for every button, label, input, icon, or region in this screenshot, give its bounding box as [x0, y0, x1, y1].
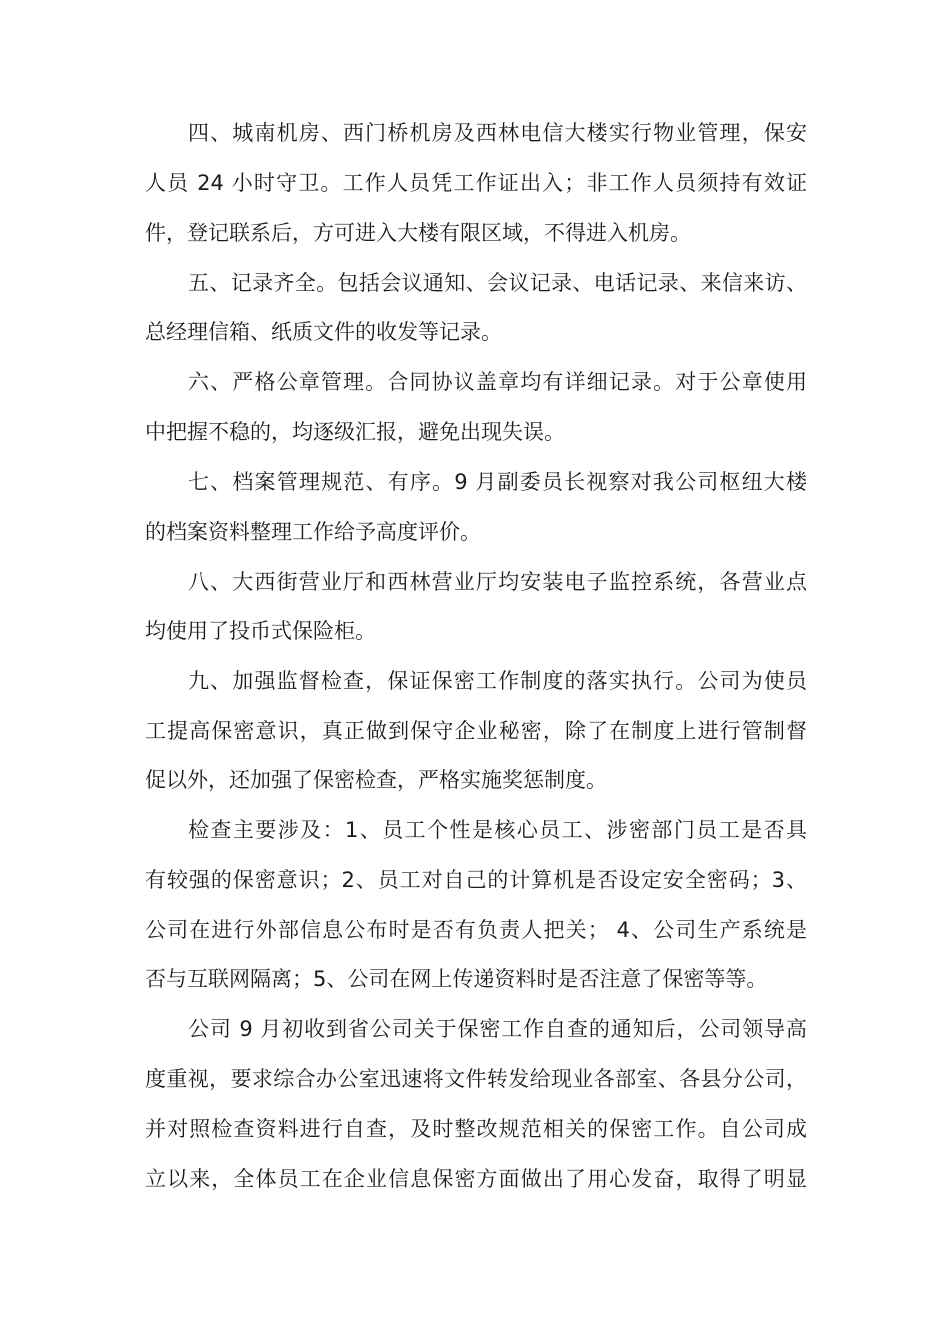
paragraph-4-line-3: 件，登记联系后，方可进入大楼有限区域，不得进入机房。 [145, 221, 691, 245]
paragraph-11-line-2: 度重视，要求综合办公室迅速将文件转发给现业各部室、各县分公司， [145, 1067, 807, 1091]
paragraph-10-line-4: 否与互联网隔离；5、公司在网上传递资料时是否注意了保密等等。 [145, 967, 768, 991]
paragraph-11-line-1: 公司 9 月初收到省公司关于保密工作自查的通知后，公司领导高 [188, 1017, 807, 1041]
paragraph-10-line-1: 检查主要涉及：1、员工个性是核心员工、涉密部门员工是否具 [188, 818, 807, 842]
paragraph-9-line-1: 九、加强监督检查，保证保密工作制度的落实执行。公司为使员 [188, 669, 807, 693]
paragraph-10-line-3: 公司在进行外部信息公布时是否有负责人把关； 4、公司生产系统是 [145, 918, 807, 942]
paragraph-5-line-2: 总经理信箱、纸质文件的收发等记录。 [145, 320, 502, 344]
paragraph-4-line-2: 人员 24 小时守卫。工作人员凭工作证出入；非工作人员须持有效证 [145, 171, 807, 195]
paragraph-11-line-3: 并对照检查资料进行自查，及时整改规范相关的保密工作。自公司成 [145, 1117, 807, 1141]
paragraph-9-line-3: 促以外，还加强了保密检查，严格实施奖惩制度。 [145, 768, 607, 792]
paragraph-11-line-4: 立以来，全体员工在企业信息保密方面做出了用心发奋，取得了明显 [145, 1167, 807, 1191]
paragraph-10-line-2: 有较强的保密意识；2、员工对自己的计算机是否设定安全密码；3、 [145, 868, 807, 892]
paragraph-7-line-2: 的档案资料整理工作给予高度评价。 [145, 520, 481, 544]
paragraph-6-line-2: 中把握不稳的，均逐级汇报，避免出现失误。 [145, 420, 565, 444]
paragraph-5-line-1: 五、记录齐全。包括会议通知、会议记录、电话记录、来信来访、 [188, 271, 807, 295]
paragraph-7-line-1: 七、档案管理规范、有序。9 月副委员长视察对我公司枢纽大楼 [188, 470, 807, 494]
paragraph-8-line-2: 均使用了投币式保险柜。 [145, 619, 376, 643]
paragraph-8-line-1: 八、大西街营业厅和西林营业厅均安装电子监控系统，各营业点 [188, 570, 807, 594]
paragraph-4-line-1: 四、城南机房、西门桥机房及西林电信大楼实行物业管理，保安 [188, 121, 807, 145]
paragraph-6-line-1: 六、严格公章管理。合同协议盖章均有详细记录。对于公章使用 [188, 370, 807, 394]
paragraph-9-line-2: 工提高保密意识，真正做到保守企业秘密，除了在制度上进行管制督 [145, 719, 807, 743]
